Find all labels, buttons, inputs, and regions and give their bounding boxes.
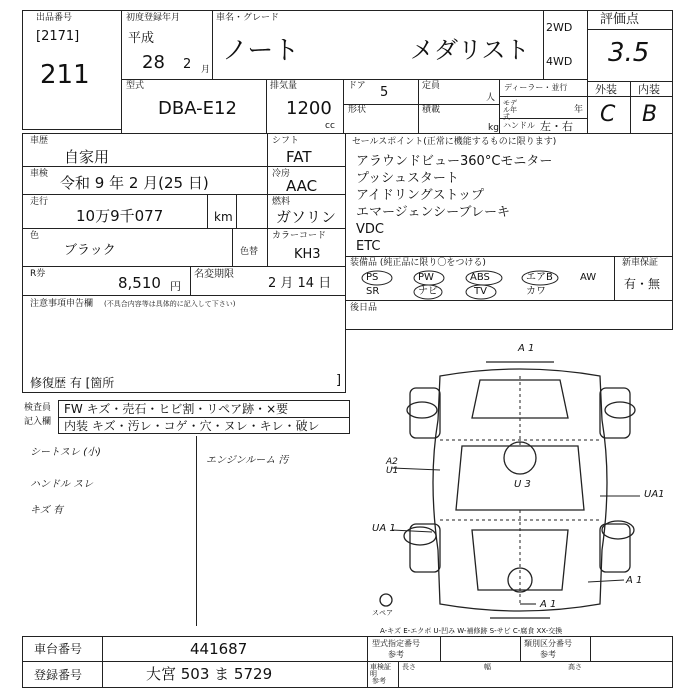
score-label: 評価点 [600, 12, 640, 27]
interior-grade: B [642, 102, 658, 127]
mark-u3: U 3 [514, 479, 531, 490]
notes-sub: (不具合内容等は具体的に記入して下さい) [104, 300, 236, 308]
history-value: 自家用 [64, 148, 110, 166]
equip-pw: PW [418, 272, 434, 283]
shift-label: シフト [272, 136, 300, 146]
inspector-row1: FW キズ・売石・ヒビ割・リペア跡・×要 [64, 402, 289, 416]
load-label: 積載 [422, 105, 441, 115]
registration-value: 大宮 503 ま 5729 [146, 665, 273, 683]
model-year-label: モデル年式 [503, 99, 517, 121]
equip-tv: TV [474, 286, 487, 297]
mark-ua1-left: UA 1 [372, 523, 396, 534]
inspection-date: 令和 9 年 2 月(25 日) [60, 174, 209, 192]
fuel-value: ガソリン [276, 208, 337, 226]
doors-label: ドア [348, 81, 366, 91]
mark-a1-bottom: A 1 [540, 599, 557, 610]
cert-value: 参考 [372, 677, 386, 685]
car-name: ノート [222, 36, 300, 66]
bracket-end: ] [336, 373, 342, 388]
width-label: 幅 [484, 663, 491, 671]
score-value: 3.5 [608, 38, 650, 68]
km-unit: km [214, 210, 233, 224]
height-label: 高さ [568, 663, 582, 671]
chassis-value: 441687 [190, 640, 248, 658]
new-car-label: 新車保証 [622, 258, 659, 268]
inspector-row2: 内装 キズ・汚レ・コゲ・穴・ヌレ・キレ・破レ [64, 419, 320, 433]
handwritten-note-4: エンジンルーム 汚 [206, 455, 289, 466]
exterior-grade: C [600, 102, 616, 127]
color-code-label: カラーコード [272, 231, 327, 241]
interior-label: 内装 [638, 83, 660, 96]
damage-legend: A-キズ E-エクボ U-凹み W-補修跡 S-サビ C-腐食 XX-交換 [380, 627, 563, 635]
type-designation-value: 参考 [388, 650, 404, 659]
shift-value: FAT [286, 148, 312, 166]
grade: メダリスト [410, 36, 530, 64]
first-reg-label: 初度登録年月 [126, 13, 181, 23]
displacement-value: 1200 [286, 98, 332, 119]
year-unit: 年 [574, 105, 584, 115]
mark-a1-rear: A 1 [626, 575, 643, 586]
chassis-label: 車台番号 [34, 642, 83, 656]
sales-item-2: プッシュスタート [356, 171, 459, 186]
deadline-value: 2 月 14 日 [268, 276, 332, 291]
lot-code: [2171] [36, 29, 80, 44]
category-label: 類別区分番号 [524, 639, 572, 648]
color-code-value: KH3 [294, 247, 321, 262]
inspector-label-2: 記入欄 [24, 417, 52, 427]
equip-sr: SR [366, 286, 380, 297]
drive-4wd: 4WD [546, 55, 573, 68]
sales-item-5: VDC [356, 222, 384, 237]
repair-history: 修復歴 有 [箇所 [30, 376, 115, 390]
warranty-value: 有・無 [624, 277, 661, 291]
kg-unit: kg [488, 123, 499, 133]
handwritten-note-3: キズ 有 [30, 505, 63, 516]
category-value: 参考 [540, 650, 556, 659]
sales-item-1: アラウンドビュー360°Cモニター [356, 154, 553, 169]
handle-value: 左・右 [540, 120, 573, 133]
equip-abs: ABS [470, 272, 490, 283]
inspector-label-1: 検査員 [24, 403, 52, 413]
yen-unit: 円 [170, 280, 181, 293]
spare-label: スペア [372, 609, 393, 617]
handwritten-note-1: シートスレ (小) [30, 447, 101, 458]
reg-month: 2 [183, 57, 192, 72]
inspection-label: 車検 [30, 169, 49, 179]
person-unit: 人 [486, 93, 496, 103]
body-label: 形状 [348, 105, 367, 115]
model-grade-label: 車名・グレード [216, 13, 280, 23]
deadline-label: 名変期限 [194, 269, 234, 280]
equip-airbag: エアB [526, 272, 553, 283]
ac-label: 冷房 [272, 169, 291, 179]
handle-label: ハンドル [503, 121, 535, 130]
recycle-label: R券 [30, 269, 46, 279]
history-label: 車歴 [30, 136, 49, 146]
color-value: ブラック [64, 243, 116, 258]
sales-item-3: アイドリングストップ [356, 188, 485, 203]
equip-ps: PS [366, 272, 379, 283]
sales-item-4: エマージェンシーブレーキ [356, 205, 510, 220]
dealer-label: ディーラー・並行 [504, 83, 568, 92]
equip-aw: AW [580, 272, 597, 283]
exterior-label: 外装 [595, 83, 617, 96]
doors-value: 5 [380, 85, 389, 100]
post-install-label: 後日品 [350, 303, 378, 313]
length-label: 長さ [402, 663, 416, 671]
type-label: 型式 [126, 81, 145, 91]
mark-a2u1: A2 U1 [386, 457, 399, 476]
equipment-label: 装備品 (純正品に限り〇をつける) [350, 258, 486, 268]
equip-navi: ナビ [418, 286, 438, 297]
equip-leather: カワ [526, 286, 546, 297]
displacement-label: 排気量 [270, 81, 298, 91]
notes-label: 注意事項申告欄 [30, 299, 94, 309]
capacity-label: 定員 [422, 81, 441, 91]
recycle-value: 8,510 [118, 274, 161, 292]
month-unit: 月 [201, 65, 211, 75]
era: 平成 [128, 31, 155, 46]
type-designation-label: 型式指定番号 [372, 639, 420, 648]
mark-a1-top: A 1 [518, 343, 535, 354]
repaint-label: 色替 [240, 247, 259, 257]
lot-label: 出品番号 [36, 13, 73, 23]
mileage-value: 10万9千077 [76, 207, 164, 225]
model-code: DBA-E12 [158, 98, 237, 119]
sales-label: セールスポイント(正常に機能するものに限ります) [352, 137, 557, 147]
drive-2wd: 2WD [546, 21, 573, 34]
cc-unit: cc [325, 121, 335, 131]
handwritten-note-2: ハンドル スレ [30, 479, 94, 490]
fuel-label: 燃料 [272, 197, 291, 207]
registration-label: 登録番号 [34, 668, 83, 682]
lot-number: 211 [40, 60, 90, 90]
reg-year: 28 [142, 52, 165, 73]
color-label: 色 [30, 231, 40, 241]
sales-item-6: ETC [356, 239, 381, 254]
ac-value: AAC [286, 177, 318, 195]
mark-ua1-right: UA1 [644, 489, 665, 500]
mileage-label: 走行 [30, 197, 49, 207]
cert-label: 車検証明 [370, 663, 391, 678]
